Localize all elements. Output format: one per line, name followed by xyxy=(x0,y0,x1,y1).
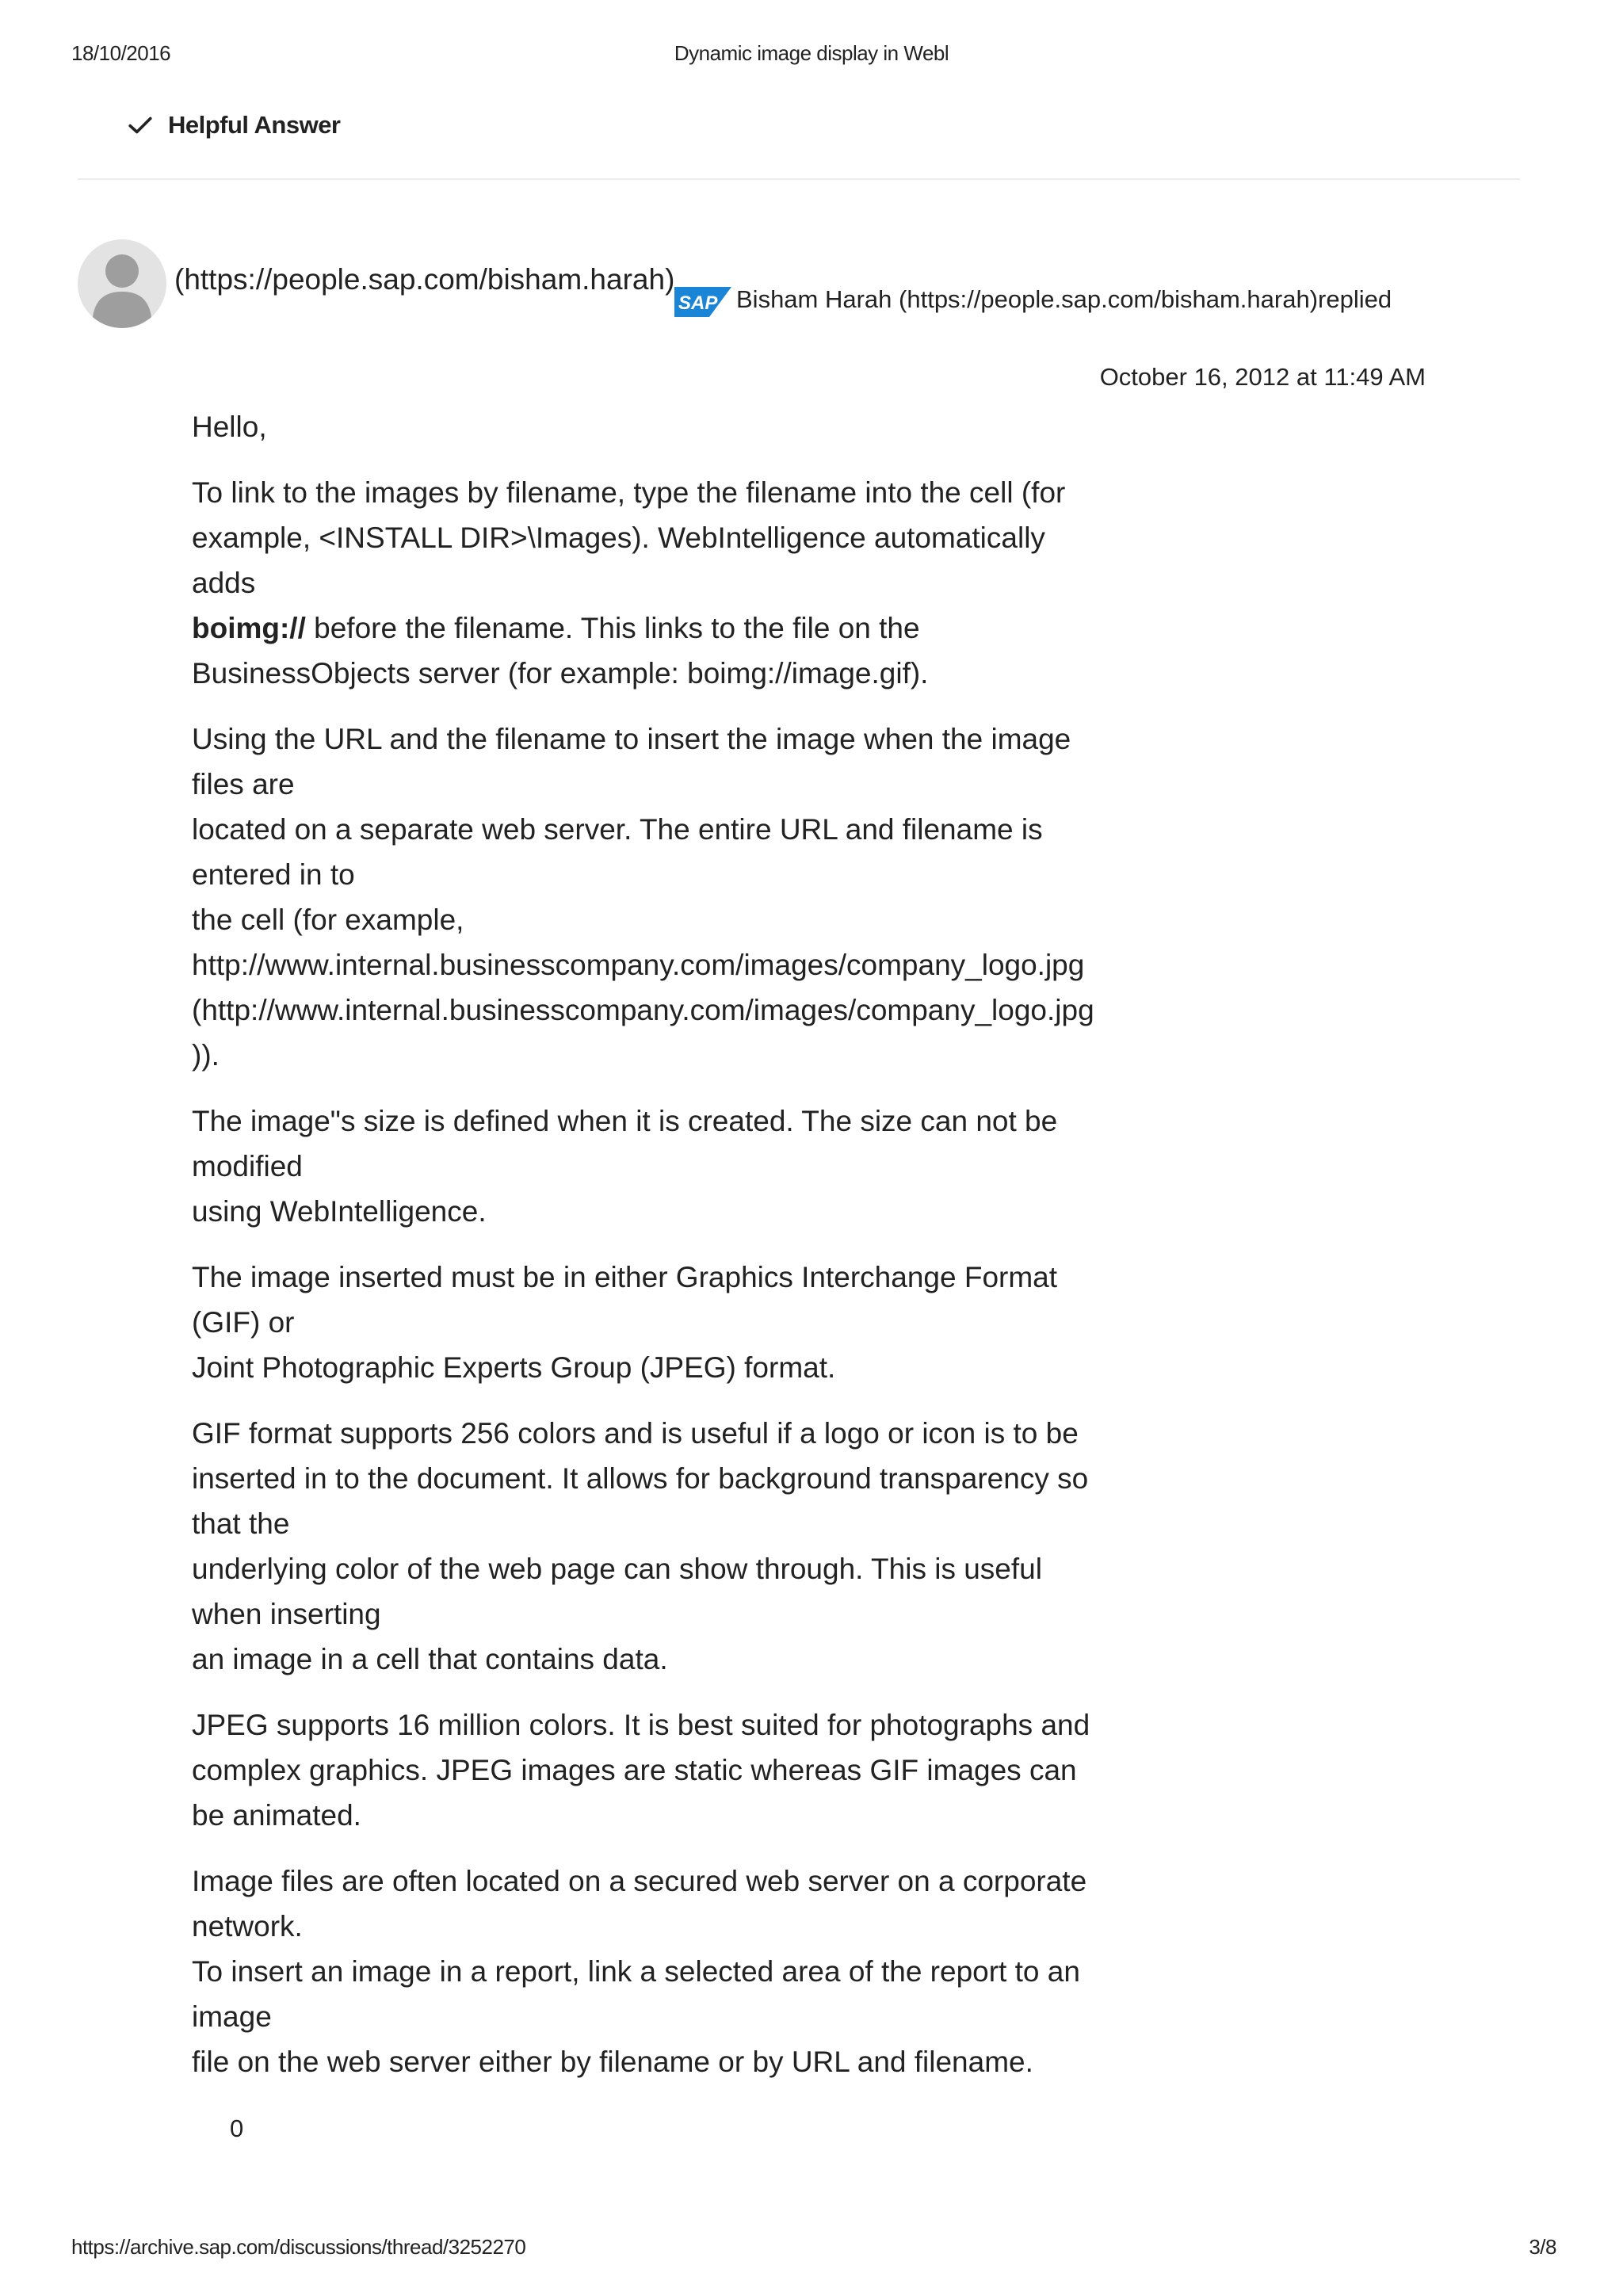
avatar-placeholder-icon xyxy=(78,239,166,328)
example-url-link[interactable]: (http://www.internal.businesscompany.com/images/company_logo.jpg xyxy=(192,994,1094,1026)
header-date: 18/10/2016 xyxy=(71,41,171,65)
text-line: (GIF) or xyxy=(192,1306,295,1339)
text-line: inserted in to the document. It allows for background transparency so xyxy=(192,1462,1089,1495)
post-body xyxy=(192,404,1111,2105)
paragraph xyxy=(192,404,1111,449)
paragraph xyxy=(192,716,1111,1078)
check-icon xyxy=(127,112,154,139)
text-line: image xyxy=(192,2000,272,2033)
helpful-answer-label: Helpful Answer xyxy=(168,111,341,139)
helpful-answer-badge xyxy=(127,111,341,139)
text-line: The image"s size is defined when it is created. The size can not be xyxy=(192,1105,1058,1137)
avatar[interactable] xyxy=(78,239,166,328)
paragraph xyxy=(192,1859,1111,2084)
author-profile-link[interactable]: (https://people.sap.com/bisham.harah) xyxy=(174,263,675,296)
text-line: JPEG supports 16 million colors. It is best suited for photographs and xyxy=(192,1709,1090,1741)
text-line: be animated. xyxy=(192,1799,361,1832)
text-line: Hello, xyxy=(192,411,267,443)
post-date: October 16, 2012 at 11:49 AM xyxy=(1099,363,1426,391)
text-line: Joint Photographic Experts Group (JPEG) format. xyxy=(192,1351,836,1384)
svg-text:SAP: SAP xyxy=(678,292,718,314)
paragraph xyxy=(192,1411,1111,1682)
text-line: Image files are often located on a secured web server on a corporate xyxy=(192,1865,1087,1897)
paragraph xyxy=(192,1255,1111,1390)
text-line: an image in a cell that contains data. xyxy=(192,1643,668,1675)
paragraph xyxy=(192,470,1111,696)
text-line: To link to the images by filename, type the filename into the cell (for xyxy=(192,476,1066,509)
text-line: underlying color of the web page can show through. This is useful xyxy=(192,1553,1042,1585)
text-line: entered in to xyxy=(192,858,355,891)
text-line: The image inserted must be in either Graphics Interchange Format xyxy=(192,1261,1058,1293)
example-url-link[interactable]: http://www.internal.businesscompany.com/images/company_logo.jpg xyxy=(192,949,1085,981)
text-line: that the xyxy=(192,1507,290,1540)
text-line: example, <INSTALL DIR>\Images). WebIntelligence automatically xyxy=(192,521,1045,554)
divider xyxy=(78,178,1520,180)
text-line: Using the URL and the filename to insert the image when the image xyxy=(192,723,1071,755)
text-line: using WebIntelligence. xyxy=(192,1195,487,1228)
text-line: BusinessObjects server (for example: boimg://image.gif). xyxy=(192,657,929,690)
bold-prefix: boimg:// xyxy=(192,612,306,644)
vote-count: 0 xyxy=(230,2115,244,2142)
text-line: located on a separate web server. The entire URL and filename is xyxy=(192,813,1043,846)
text-line: boimg:// before the filename. This links to the file on the xyxy=(192,612,920,644)
text-line: )). xyxy=(192,1039,220,1072)
footer-url[interactable]: https://archive.sap.com/discussions/thread/3252270 xyxy=(71,2235,526,2259)
footer-page-number: 3/8 xyxy=(1529,2235,1556,2259)
text-line: modified xyxy=(192,1150,303,1182)
text-line: adds xyxy=(192,567,256,599)
text-line: file on the web server either by filename or by URL and filename. xyxy=(192,2046,1033,2078)
text-line: To insert an image in a report, link a selected area of the report to an xyxy=(192,1955,1080,1988)
text-line: files are xyxy=(192,768,295,800)
paragraph xyxy=(192,1702,1111,1838)
text-line: network. xyxy=(192,1910,303,1943)
author-line[interactable]: Bisham Harah (https://people.sap.com/bisham.harah)replied xyxy=(736,285,1392,313)
sap-logo xyxy=(674,287,731,317)
text-line: GIF format supports 256 colors and is useful if a logo or icon is to be xyxy=(192,1417,1079,1450)
text-line: complex graphics. JPEG images are static whereas GIF images can xyxy=(192,1754,1077,1786)
paragraph xyxy=(192,1098,1111,1234)
text-line: the cell (for example, xyxy=(192,904,464,936)
text-line: when inserting xyxy=(192,1598,381,1630)
header-title: Dynamic image display in Webl xyxy=(674,41,949,65)
